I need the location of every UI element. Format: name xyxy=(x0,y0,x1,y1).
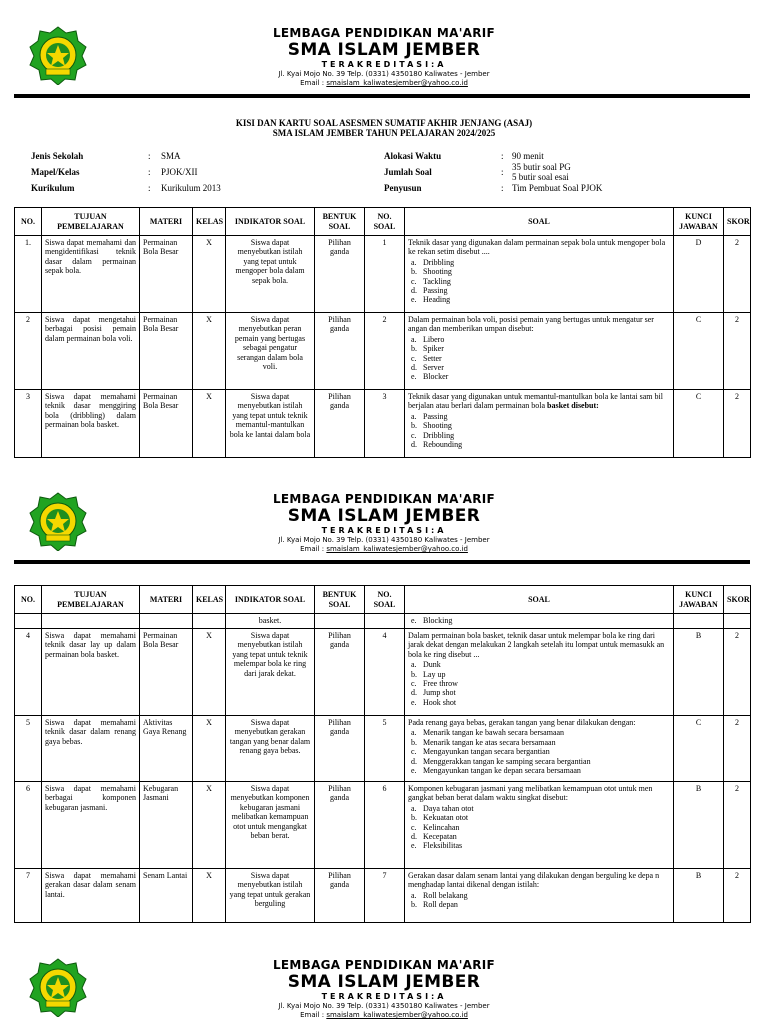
email-label: Email : xyxy=(300,1011,325,1019)
email-link[interactable]: smaislam_kaliwatesjember@yahoo.co.id xyxy=(326,79,468,87)
soal-text: Dalam permainan bola basket, teknik dasar untuk melempar bola ke ring dari jarak dekat dengan melakukan 2 langkah setelah itu lompat untuk memasukk an bola ke ring disebut ... xyxy=(408,631,665,659)
cell-materi xyxy=(140,614,193,629)
option-text: Jump shot xyxy=(423,688,456,698)
cell-skor: 2 xyxy=(724,236,751,313)
header-indikator: INDIKATOR SOAL xyxy=(226,208,315,236)
option-letter: a. xyxy=(411,803,417,813)
cell-tujuan: Siswa dapat memahami teknik dasar lay up dalam permainan bola basket. xyxy=(42,629,140,716)
option-letter: e. xyxy=(411,697,417,707)
cell-no-soal: 1 xyxy=(365,236,405,313)
header-no-soal: NO. SOAL xyxy=(365,586,405,614)
info-label-kurikulum: Kurikulum xyxy=(31,183,75,193)
option-text: Dribbling xyxy=(423,257,455,267)
soal-text: Komponen kebugaran jasmani yang melibatkan kemampuan otot untuk men gangkat beban berat dalam waktu singkat disebut: xyxy=(408,784,653,803)
option-letter: d. xyxy=(411,688,417,698)
option-letter: b. xyxy=(411,344,417,354)
letterhead-rule xyxy=(14,560,750,564)
cell-indikator: Siswa dapat menyebutkan istilah yang tepat untuk gerakan berguling xyxy=(226,869,315,923)
cell-no: 7 xyxy=(15,869,42,923)
cell-skor: 2 xyxy=(724,716,751,782)
email-label: Email : xyxy=(300,79,325,87)
cell-no: 6 xyxy=(15,782,42,869)
cell-skor: 2 xyxy=(724,782,751,869)
cell-kelas: X xyxy=(193,629,226,716)
cell-indikator: Siswa dapat menyebutkan komponen kebugaran jasmani melibatkan kemampuan otot untuk mengangkat beban berat. xyxy=(226,782,315,869)
table-header-row xyxy=(15,586,751,614)
header-materi: MATERI xyxy=(140,586,193,614)
info-label-jenis-sekolah: Jenis Sekolah xyxy=(31,151,84,161)
soal-text-main: Teknik dasar yang digunakan untuk memantul-mantulkan bola ke lantai sam bil berjalan atau berlari dalam permainan bola xyxy=(408,392,663,411)
info-value-jumlah-soal-esai: 5 butir soal esai xyxy=(512,172,569,182)
option-text: Menarik tangan ke atas secara bersamaan xyxy=(423,737,556,747)
cell-soal xyxy=(405,313,674,390)
institution-name: LEMBAGA PENDIDIKAN MA'ARIF xyxy=(272,958,496,972)
cell-kunci: B xyxy=(674,629,724,716)
school-email-line xyxy=(0,79,768,88)
header-bentuk: BENTUK SOAL xyxy=(315,208,365,236)
school-name: SMA ISLAM JEMBER xyxy=(287,40,481,60)
option-item xyxy=(408,832,670,841)
cell-no-soal: 5 xyxy=(365,716,405,782)
option-letter: c. xyxy=(411,353,417,363)
option-item xyxy=(408,738,670,747)
option-item xyxy=(408,267,670,276)
cell-kelas: X xyxy=(193,236,226,313)
option-letter: b. xyxy=(411,421,417,431)
option-item xyxy=(408,813,670,822)
table-row xyxy=(15,716,751,782)
header-kunci: KUNCI JAWABAN xyxy=(674,586,724,614)
option-text: Lay up xyxy=(423,669,446,679)
cell-soal xyxy=(405,236,674,313)
info-colon: : xyxy=(148,167,151,177)
cell-kunci: B xyxy=(674,782,724,869)
info-value-mapel-kelas: PJOK/XII xyxy=(161,167,198,177)
option-list xyxy=(408,335,670,382)
cell-no-soal: 3 xyxy=(365,390,405,458)
header-bentuk: BENTUK SOAL xyxy=(315,586,365,614)
option-text: Roll belakang xyxy=(423,890,468,900)
cell-kelas: X xyxy=(193,869,226,923)
option-item xyxy=(408,757,670,766)
table-row xyxy=(15,390,751,458)
option-text: Hook shot xyxy=(423,697,457,707)
info-label-penyusun: Penyusun xyxy=(384,183,422,193)
option-letter: c. xyxy=(411,679,417,689)
cell-no-soal: 6 xyxy=(365,782,405,869)
info-colon: : xyxy=(501,151,504,161)
info-colon: : xyxy=(148,183,151,193)
option-text: Dribbling xyxy=(423,430,455,440)
cell-materi: Permainan Bola Besar xyxy=(140,629,193,716)
option-text: Tackling xyxy=(423,276,451,286)
cell-bentuk: Pilihan ganda xyxy=(315,716,365,782)
option-item xyxy=(408,335,670,344)
option-letter: a. xyxy=(411,257,417,267)
cell-bentuk: Pilihan ganda xyxy=(315,869,365,923)
option-item xyxy=(408,431,670,440)
soal-text xyxy=(408,392,670,411)
header-tujuan: TUJUAN PEMBELAJARAN xyxy=(42,586,140,614)
option-item xyxy=(408,440,670,449)
school-address: Jl. Kyai Mojo No. 39 Telp. (0331) 4350180 Kaliwates - Jember xyxy=(278,70,490,78)
cell-soal xyxy=(405,614,674,629)
cell-kelas: X xyxy=(193,313,226,390)
cell-no-soal: 4 xyxy=(365,629,405,716)
email-label: Email : xyxy=(300,545,325,553)
info-value-penyusun: Tim Pembuat Soal PJOK xyxy=(512,183,603,193)
cell-indikator: Siswa dapat menyebutkan gerakan tangan yang benar dalam renang gaya bebas. xyxy=(226,716,315,782)
option-letter: e. xyxy=(411,766,417,776)
option-letter: e. xyxy=(411,616,417,625)
option-item xyxy=(408,354,670,363)
cell-indikator: Siswa dapat menyebutkan peran pemain yang bertugas sebagai pengatur serangan dalam bola voli. xyxy=(226,313,315,390)
cell-kelas: X xyxy=(193,716,226,782)
header-no: NO. xyxy=(15,586,42,614)
option-list xyxy=(408,728,670,775)
option-list xyxy=(408,258,670,305)
info-value-jenis-sekolah: SMA xyxy=(161,151,181,161)
option-letter: d. xyxy=(411,440,417,450)
info-value-alokasi-waktu: 90 menit xyxy=(512,151,544,161)
cell-kunci: D xyxy=(674,236,724,313)
soal-text-bold: basket disebut: xyxy=(547,401,599,411)
option-text: Rebounding xyxy=(423,440,463,450)
option-letter: c. xyxy=(411,430,417,440)
option-item xyxy=(408,679,670,688)
option-letter: e. xyxy=(411,295,417,305)
cell-tujuan xyxy=(42,614,140,629)
cell-kelas: X xyxy=(193,782,226,869)
option-letter: a. xyxy=(411,728,417,738)
option-item xyxy=(408,728,670,737)
kisi-table-page-1 xyxy=(14,207,751,458)
cell-materi: Permainan Bola Besar xyxy=(140,313,193,390)
cell-tujuan: Siswa dapat memahami dan mengidentifikasi teknik dasar dalam permainan sepak bola. xyxy=(42,236,140,313)
option-item xyxy=(408,616,670,625)
option-text: Blocker xyxy=(423,372,449,382)
cell-tujuan: Siswa dapat memahami berbagai komponen kebugaran jasmani. xyxy=(42,782,140,869)
info-value-kurikulum: Kurikulum 2013 xyxy=(161,183,221,193)
option-letter: b. xyxy=(411,900,417,910)
cell-tujuan: Siswa dapat memahami gerakan dasar dalam senam lantai. xyxy=(42,869,140,923)
option-letter: d. xyxy=(411,756,417,766)
option-item xyxy=(408,344,670,353)
soal-text: Pada renang gaya bebas, gerakan tangan yang benar dilakukan dengan: xyxy=(408,718,636,727)
option-item xyxy=(408,804,670,813)
option-letter: b. xyxy=(411,737,417,747)
cell-soal xyxy=(405,716,674,782)
option-item xyxy=(408,841,670,850)
option-letter: a. xyxy=(411,411,417,421)
cell-bentuk: Pilihan ganda xyxy=(315,390,365,458)
option-text: Dunk xyxy=(423,660,441,670)
header-no: NO. xyxy=(15,208,42,236)
document-title xyxy=(0,118,768,138)
option-letter: c. xyxy=(411,822,417,832)
letterhead-rule xyxy=(14,94,750,98)
table-row xyxy=(15,869,751,923)
school-address: Jl. Kyai Mojo No. 39 Telp. (0331) 4350180 Kaliwates - Jember xyxy=(278,1002,490,1010)
cell-tujuan: Siswa dapat memahami teknik dasar menggiring bola (dribbling) dalam permainan bola basket. xyxy=(42,390,140,458)
info-colon: : xyxy=(501,167,504,177)
option-text: Setter xyxy=(423,353,442,363)
school-name: SMA ISLAM JEMBER xyxy=(287,506,481,526)
option-letter: d. xyxy=(411,286,417,296)
cell-no: 4 xyxy=(15,629,42,716)
table-row xyxy=(15,313,751,390)
cell-no-soal: 7 xyxy=(365,869,405,923)
option-item xyxy=(408,747,670,756)
cell-no-soal: 2 xyxy=(365,313,405,390)
cell-bentuk: Pilihan ganda xyxy=(315,236,365,313)
option-letter: c. xyxy=(411,276,417,286)
cell-kunci: C xyxy=(674,716,724,782)
cell-bentuk: Pilihan ganda xyxy=(315,782,365,869)
option-text: Shooting xyxy=(423,421,452,431)
info-label-mapel-kelas: Mapel/Kelas xyxy=(31,167,80,177)
cell-no: 5 xyxy=(15,716,42,782)
option-item xyxy=(408,823,670,832)
cell-no-soal xyxy=(365,614,405,629)
accreditation: TERAKREDITASI:A xyxy=(321,992,447,1001)
info-label-jumlah-soal: Jumlah Soal xyxy=(384,167,432,177)
cell-materi: Senam Lantai xyxy=(140,869,193,923)
info-colon: : xyxy=(148,151,151,161)
cell-indikator: Siswa dapat menyebutkan istilah yang tepat untuk teknik melempar bola ke ring dari jarak dekat. xyxy=(226,629,315,716)
cell-bentuk: Pilihan ganda xyxy=(315,313,365,390)
school-address: Jl. Kyai Mojo No. 39 Telp. (0331) 4350180 Kaliwates - Jember xyxy=(278,536,490,544)
header-indikator: INDIKATOR SOAL xyxy=(226,586,315,614)
option-text: Heading xyxy=(423,295,451,305)
school-email-line xyxy=(0,545,768,554)
option-letter: b. xyxy=(411,267,417,277)
option-list xyxy=(408,412,670,450)
option-letter: b. xyxy=(411,669,417,679)
info-label-alokasi-waktu: Alokasi Waktu xyxy=(384,151,442,161)
cell-tujuan: Siswa dapat memahami teknik dasar dalam renang gaya bebas. xyxy=(42,716,140,782)
cell-no: 1. xyxy=(15,236,42,313)
cell-no xyxy=(15,614,42,629)
option-list xyxy=(408,804,670,851)
option-text: Server xyxy=(423,363,444,373)
cell-skor: 2 xyxy=(724,313,751,390)
option-letter: a. xyxy=(411,660,417,670)
option-text: Passing xyxy=(423,411,448,421)
table-row xyxy=(15,629,751,716)
option-text: Kelincahan xyxy=(423,822,460,832)
school-email-line xyxy=(0,1011,768,1020)
option-item xyxy=(408,421,670,430)
cell-materi: Aktivitas Gaya Renang xyxy=(140,716,193,782)
option-list xyxy=(408,660,670,707)
cell-kunci: B xyxy=(674,869,724,923)
cell-skor: 2 xyxy=(724,390,751,458)
option-item xyxy=(408,688,670,697)
option-item xyxy=(408,670,670,679)
option-text: Kecepatan xyxy=(423,832,457,842)
cell-skor xyxy=(724,614,751,629)
cell-kelas: X xyxy=(193,390,226,458)
header-kelas: KELAS xyxy=(193,586,226,614)
title-line-1: KISI DAN KARTU SOAL ASESMEN SUMATIF AKHIR JENJANG (ASAJ) xyxy=(235,118,533,128)
option-item xyxy=(408,372,670,381)
option-item xyxy=(408,286,670,295)
option-letter: e. xyxy=(411,841,417,851)
option-text: Passing xyxy=(423,286,448,296)
header-soal: SOAL xyxy=(405,586,674,614)
cell-materi: Permainan Bola Besar xyxy=(140,390,193,458)
cell-kunci xyxy=(674,614,724,629)
option-item xyxy=(408,277,670,286)
header-skor: SKOR xyxy=(724,208,751,236)
option-item xyxy=(408,363,670,372)
cell-no: 2 xyxy=(15,313,42,390)
option-text: Kekuatan otot xyxy=(423,813,469,823)
cell-skor: 2 xyxy=(724,869,751,923)
option-letter: a. xyxy=(411,890,417,900)
option-letter: d. xyxy=(411,363,417,373)
cell-materi: Permainan Bola Besar xyxy=(140,236,193,313)
option-text: Spiker xyxy=(423,344,444,354)
option-item xyxy=(408,766,670,775)
cell-bentuk xyxy=(315,614,365,629)
email-link[interactable]: smaislam_kaliwatesjember@yahoo.co.id xyxy=(326,545,468,553)
cell-kunci: C xyxy=(674,390,724,458)
option-text: Libero xyxy=(423,334,445,344)
soal-text: Gerakan dasar dalam senam lantai yang dilakukan dengan berguling ke depa n menghadap lantai dikenal dengan istilah: xyxy=(408,871,660,890)
option-letter: c. xyxy=(411,747,417,757)
table-row xyxy=(15,236,751,313)
cell-soal xyxy=(405,869,674,923)
cell-indikator: Siswa dapat menyebutkan istilah yang tepat untuk teknik memantul-mantulkan bola ke lantai dalam bola xyxy=(226,390,315,458)
option-item xyxy=(408,900,670,909)
option-item xyxy=(408,412,670,421)
option-text: Blocking xyxy=(423,616,453,625)
option-letter: d. xyxy=(411,832,417,842)
option-text: Mengayunkan tangan secara bergantian xyxy=(423,747,550,757)
kisi-table-page-2 xyxy=(14,585,751,923)
header-soal: SOAL xyxy=(405,208,674,236)
cell-kelas xyxy=(193,614,226,629)
option-item xyxy=(408,891,670,900)
table-row xyxy=(15,782,751,869)
option-text: Daya tahan otot xyxy=(423,803,474,813)
header-kunci: KUNCI JAWABAN xyxy=(674,208,724,236)
table-header-row xyxy=(15,208,751,236)
option-text: Fleksibilitas xyxy=(423,841,463,851)
table-row-continuation xyxy=(15,614,751,629)
header-materi: MATERI xyxy=(140,208,193,236)
cell-soal xyxy=(405,390,674,458)
header-tujuan: TUJUAN PEMBELAJARAN xyxy=(42,208,140,236)
option-text: Mengayunkan tangan ke depan secara bersamaan xyxy=(423,766,581,776)
option-letter: a. xyxy=(411,334,417,344)
option-text: Menggerakkan tangan ke samping secara bergantian xyxy=(423,756,591,766)
cell-tujuan: Siswa dapat mengetahui berbagai posisi pemain dalam permainan bola voli. xyxy=(42,313,140,390)
option-item xyxy=(408,258,670,267)
cell-indikator: basket. xyxy=(226,614,315,629)
accreditation: TERAKREDITASI:A xyxy=(321,60,447,69)
soal-text: Dalam permainan bola voli, posisi pemain yang bertugas untuk mengatur ser angan dan memberikan umpan disebut: xyxy=(408,315,654,334)
option-text: Roll depan xyxy=(423,900,458,910)
option-text: Shooting xyxy=(423,267,452,277)
header-kelas: KELAS xyxy=(193,208,226,236)
option-letter: e. xyxy=(411,372,417,382)
cell-indikator: Siswa dapat menyebutkan istilah yang tepat untuk mengoper bola dalam sepak bola. xyxy=(226,236,315,313)
title-line-2: SMA ISLAM JEMBER TAHUN PELAJARAN 2024/2025 xyxy=(272,128,496,138)
cell-no: 3 xyxy=(15,390,42,458)
option-list xyxy=(408,891,670,910)
institution-name: LEMBAGA PENDIDIKAN MA'ARIF xyxy=(272,26,496,40)
option-list xyxy=(408,616,670,625)
header-no-soal: NO. SOAL xyxy=(365,208,405,236)
cell-bentuk: Pilihan ganda xyxy=(315,629,365,716)
cell-kunci: C xyxy=(674,313,724,390)
school-name: SMA ISLAM JEMBER xyxy=(287,972,481,992)
institution-name: LEMBAGA PENDIDIKAN MA'ARIF xyxy=(272,492,496,506)
cell-skor: 2 xyxy=(724,629,751,716)
header-skor: SKOR xyxy=(724,586,751,614)
info-colon: : xyxy=(501,183,504,193)
email-link[interactable]: smaislam_kaliwatesjember@yahoo.co.id xyxy=(326,1011,468,1019)
option-text: Menarik tangan ke bawah secara bersamaan xyxy=(423,728,565,738)
info-value-jumlah-soal-pg: 35 butir soal PG xyxy=(512,162,571,172)
option-letter: b. xyxy=(411,813,417,823)
soal-text: Teknik dasar yang digunakan dalam permainan sepak bola untuk mengoper bola ke rekan setim disebut .... xyxy=(408,238,666,257)
option-item xyxy=(408,660,670,669)
cell-materi: Kebugaran Jasmani xyxy=(140,782,193,869)
cell-soal xyxy=(405,629,674,716)
option-item xyxy=(408,295,670,304)
option-text: Free throw xyxy=(423,679,458,689)
accreditation: TERAKREDITASI:A xyxy=(321,526,447,535)
option-item xyxy=(408,698,670,707)
cell-soal xyxy=(405,782,674,869)
